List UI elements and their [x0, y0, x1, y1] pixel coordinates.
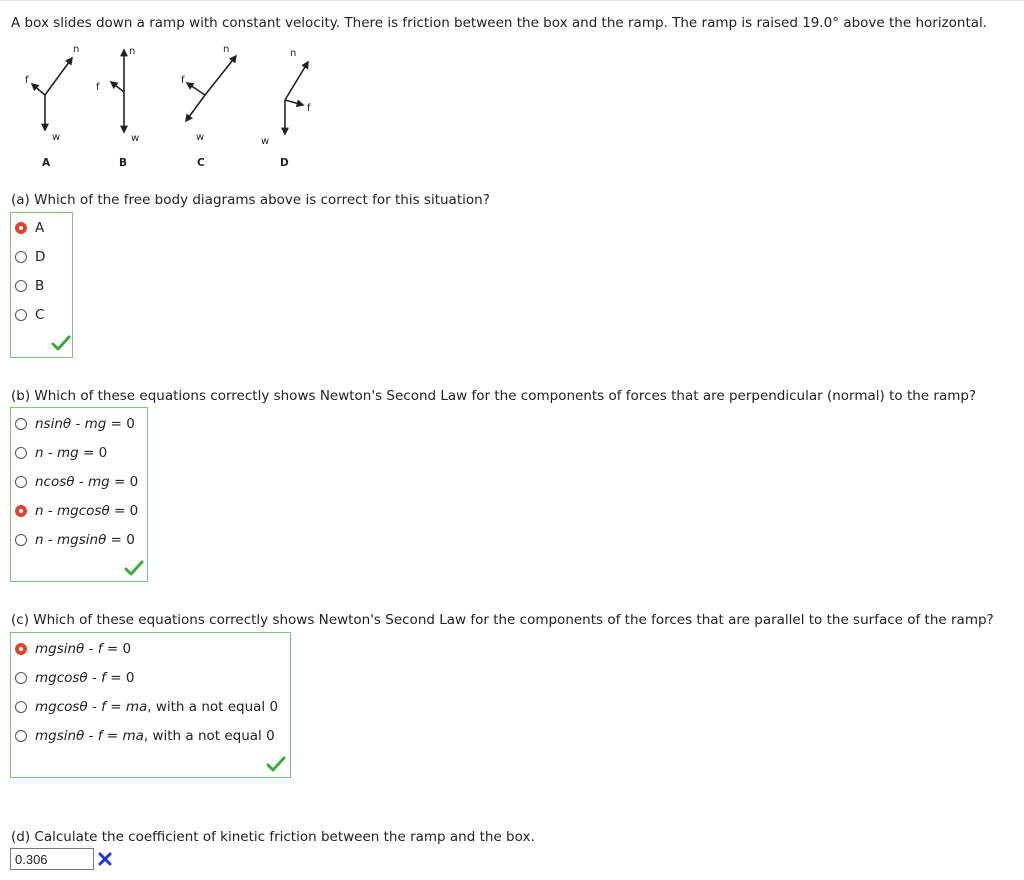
part-c-option[interactable]: mgsinθ - f = ma , with a not equal 0 [15, 725, 275, 747]
diagram-a-normal-label: n [73, 44, 80, 55]
radio-selected[interactable] [15, 222, 27, 234]
top-divider [0, 0, 1024, 1]
correct-check-icon [51, 335, 71, 351]
diagram-d-normal-label: n [290, 48, 297, 59]
part-c-question: (c) Which of these equations correctly shows Newton's Second Law for the components of the forces that are parallel to the surface of the ramp? [11, 612, 994, 628]
part-b-option[interactable]: n - mgsinθ = 0 [15, 529, 135, 551]
part-c-options [10, 632, 291, 778]
diagram-d-friction-label: f [307, 103, 311, 114]
part-a-option[interactable]: A [15, 217, 44, 239]
diagram-b-caption: B [119, 157, 128, 169]
correct-check-icon [124, 560, 144, 576]
radio-selected[interactable] [15, 505, 27, 517]
friction-coefficient-input[interactable] [10, 848, 94, 870]
diagram-a-caption: A [42, 157, 51, 169]
free-body-diagrams [0, 40, 330, 175]
part-a-option[interactable]: D [15, 246, 45, 268]
diagram-c [181, 44, 236, 169]
radio[interactable] [15, 672, 27, 684]
diagram-c-normal-label: n [223, 44, 230, 55]
radio[interactable] [15, 309, 27, 321]
correct-check-icon [266, 756, 286, 772]
diagram-b [96, 46, 139, 169]
part-c-option[interactable]: mgcosθ - f = 0 [15, 667, 134, 689]
part-a-options [10, 212, 73, 358]
diagram-b-weight-label: w [131, 133, 140, 144]
radio[interactable] [15, 534, 27, 546]
part-b-option[interactable]: n - mgcosθ = 0 [15, 500, 138, 522]
problem-statement: A box slides down a ramp with constant velocity. There is friction between the box and the ramp. The ramp is raised 19.0° above the horizontal. [11, 15, 988, 31]
radio[interactable] [15, 251, 27, 263]
diagram-a-friction-label: f [25, 75, 29, 86]
part-b-option[interactable]: n - mg = 0 [15, 442, 107, 464]
part-b-options [10, 407, 148, 582]
diagram-d-caption: D [280, 157, 289, 169]
part-b-question: (b) Which of these equations correctly shows Newton's Second Law for the components of forces that are perpendicular (normal) to the ramp? [11, 388, 977, 404]
diagram-d-weight-label: w [261, 136, 270, 147]
radio[interactable] [15, 418, 27, 430]
diagram-b-friction-label: f [96, 82, 100, 93]
radio[interactable] [15, 476, 27, 488]
part-b-option[interactable]: ncosθ - mg = 0 [15, 471, 138, 493]
radio-selected[interactable] [15, 643, 27, 655]
incorrect-x-icon [97, 851, 113, 867]
diagram-a [25, 44, 79, 169]
diagram-c-caption: C [197, 157, 205, 169]
radio[interactable] [15, 280, 27, 292]
diagram-c-weight-label: w [196, 132, 205, 143]
part-a-option[interactable]: B [15, 275, 44, 297]
part-b-option[interactable]: nsinθ - mg = 0 [15, 413, 135, 435]
part-c-option[interactable]: mgcosθ - f = ma , with a not equal 0 [15, 696, 278, 718]
diagram-c-friction-label: f [181, 75, 185, 86]
radio[interactable] [15, 701, 27, 713]
radio[interactable] [15, 447, 27, 459]
part-d-question: (d) Calculate the coefficient of kinetic friction between the ramp and the box. [11, 829, 535, 845]
part-a-question: (a) Which of the free body diagrams above is correct for this situation? [11, 192, 490, 208]
part-a-option[interactable]: C [15, 304, 44, 326]
diagram-b-normal-label: n [129, 46, 136, 57]
part-c-option[interactable]: mgsinθ - f = 0 [15, 638, 131, 660]
radio[interactable] [15, 730, 27, 742]
diagram-d [261, 48, 311, 169]
diagram-a-weight-label: w [52, 132, 61, 143]
